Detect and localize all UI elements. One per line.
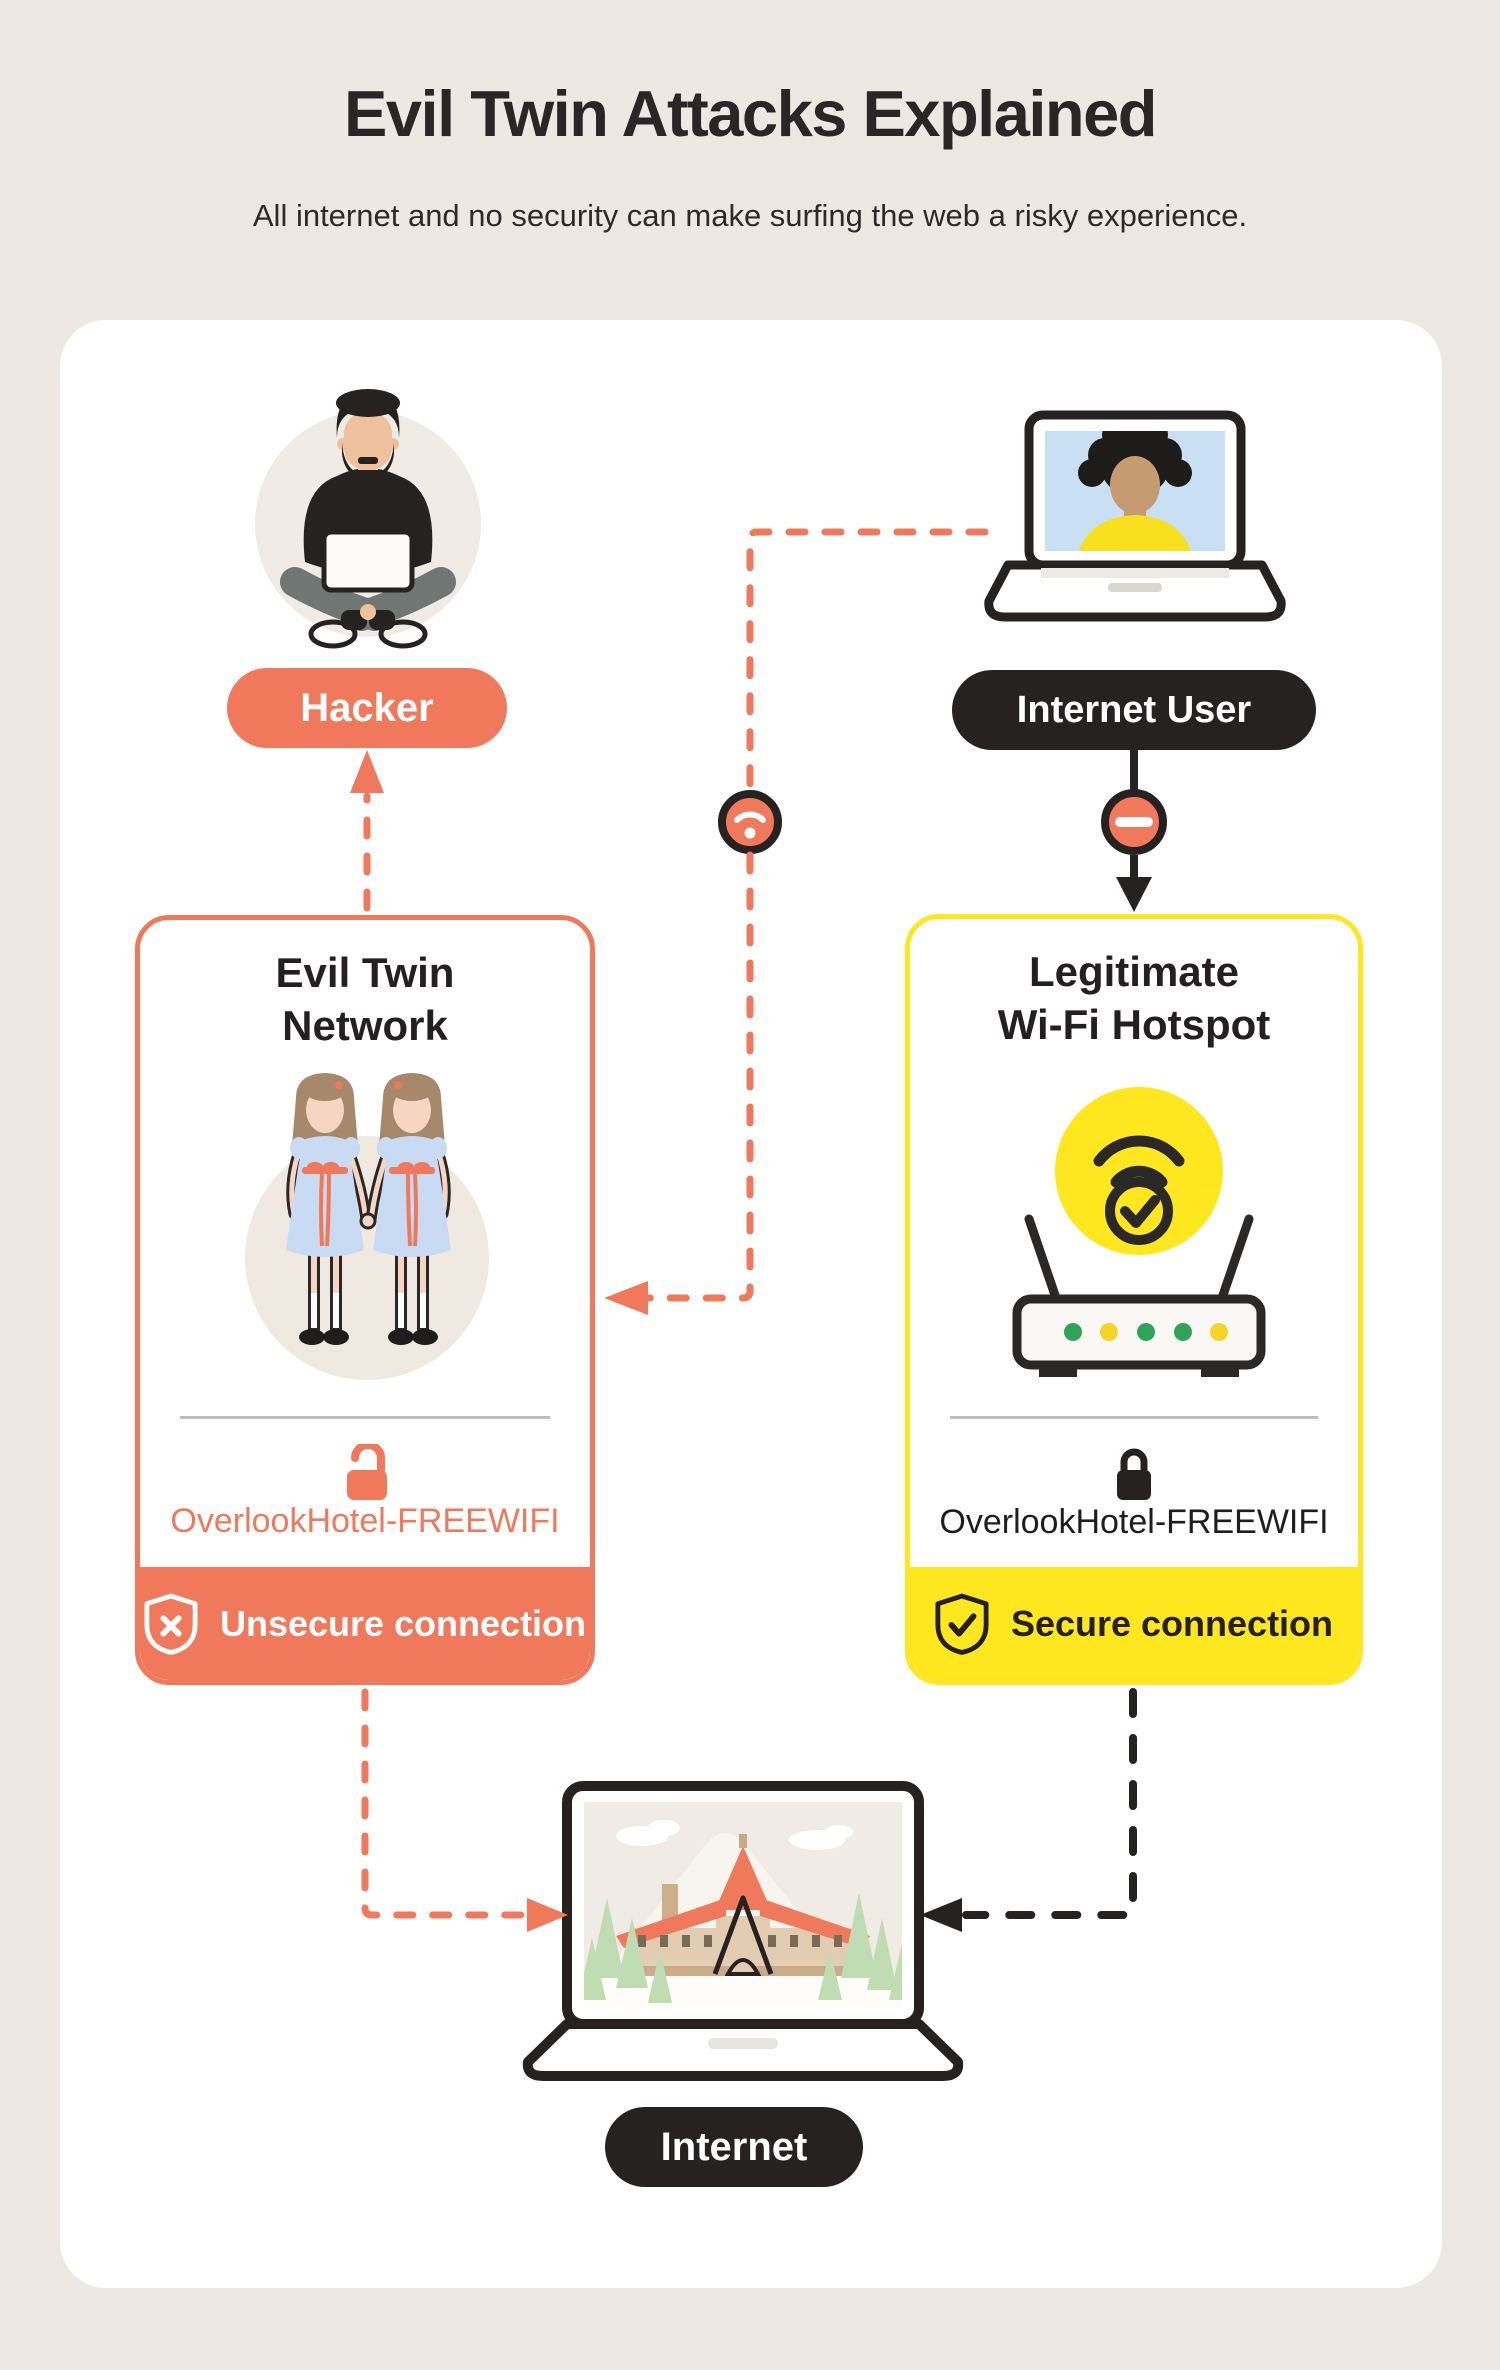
evil-box-divider <box>180 1416 550 1419</box>
wifi-check-badge-icon <box>1053 1085 1225 1257</box>
page-subtitle: All internet and no security can make surfing the web a risky experience. <box>252 198 1248 233</box>
page-title: Evil Twin Attacks Explained <box>344 77 1156 150</box>
shield-x-icon <box>144 1593 198 1655</box>
evil-twin-title: Evil Twin Network <box>275 949 455 1049</box>
hacker-label-pill <box>227 668 507 748</box>
legit-box-divider <box>950 1416 1318 1419</box>
legitimate-hotspot-box <box>905 914 1363 1685</box>
padlock-closed-icon <box>1102 1446 1166 1504</box>
evil-twin-network-box <box>135 915 595 1685</box>
internet-user-illustration <box>975 405 1295 645</box>
internet-user-label-pill <box>952 670 1316 750</box>
hacker-illustration <box>225 372 510 657</box>
evil-status-bar <box>140 1567 590 1680</box>
internet-label: Internet <box>660 2124 808 2169</box>
evil-status-text: Unsecure connection <box>219 1602 587 1644</box>
legit-status-text: Secure connection <box>1010 1602 1334 1644</box>
legit-title: Legitimate Wi-Fi Hotspot <box>997 948 1271 1048</box>
internet-label-pill <box>605 2107 863 2187</box>
legit-ssid: OverlookHotel-FREEWIFI <box>939 1503 1329 1541</box>
padlock-open-icon <box>333 1444 397 1502</box>
shield-check-icon <box>935 1593 989 1655</box>
evil-ssid: OverlookHotel-FREEWIFI <box>170 1502 560 1540</box>
twins-illustration <box>212 1068 522 1386</box>
internet-laptop-illustration <box>512 1778 972 2083</box>
hacker-label: Hacker <box>300 685 434 730</box>
internet-user-label: Internet User <box>1016 688 1252 731</box>
legit-status-bar <box>910 1567 1358 1680</box>
